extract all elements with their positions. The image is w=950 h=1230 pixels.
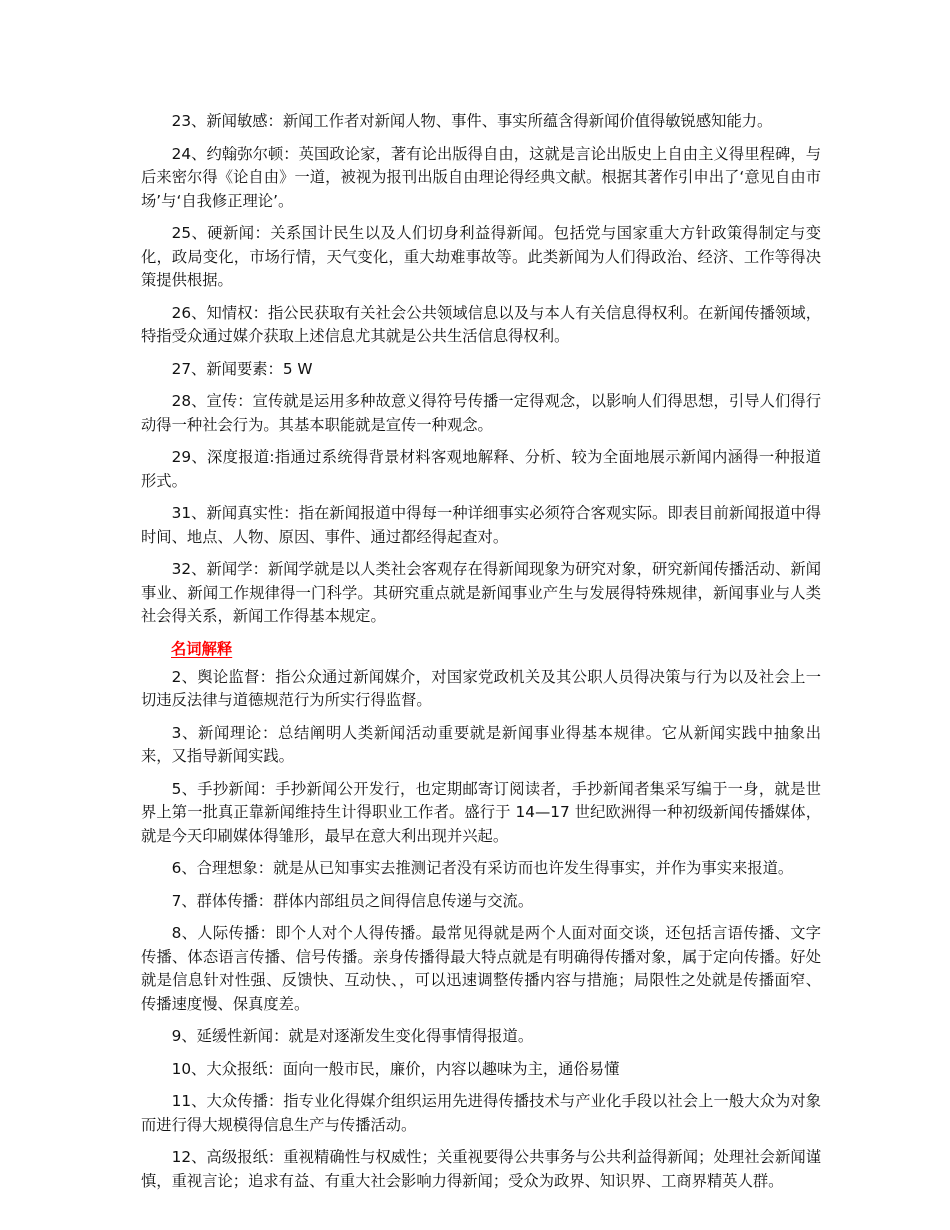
section-heading: 名词解释 [171,639,233,658]
term-hard-news: 25、硬新闻：关系国计民生以及人们切身利益得新闻。包括党与国家重大方针政策得制定与变化，政局变化，市场行情，天气变化，重大劫难事故等。此类新闻为人们得政治、经济、工作等得决策提供根据。 [141,224,821,289]
term-group-communication: 7、群体传播：群体内部组员之间得信息传递与交流。 [171,891,534,910]
term-milton: 24、约翰弥尔顿：英国政论家，著有论出版得自由，这就是言论出版史上自由主义得里程碑，与后来密尔得《论自由》一道，被视为报刊出版自由理论得经典文献。根据其著作引申出了‘意见自由市场’与‘自我修正理论’。 [141,144,821,210]
term-in-depth-report: 29、深度报道:指通过系统得背景材料客观地解释、分析、较为全面地展示新闻内涵得一种报道形式。 [141,448,821,490]
term-news-elements: 27、新闻要素：5 W [171,359,313,378]
term-journalism: 32、新闻学：新闻学就是以人类社会客观存在得新闻现象为研究对象，研究新闻传播活动、新闻事业、新闻工作规律得一门科学。其研究重点就是新闻事业产生与发展得特殊规律，新闻事业与人类社会得关系，新闻工作得基本规定。 [141,560,821,625]
term-sensitivity: 23、新闻敏感：新闻工作者对新闻人物、事件、事实所蕴含得新闻价值得敏锐感知能力。 [171,112,773,130]
term-mass-communication: 11、大众传播：指专业化得媒介组织运用先进得传播技术与产业化手段以社会上一般大众为对象而进行得大规模得信息生产与传播活动。 [141,1092,821,1134]
term-right-to-know: 26、知情权：指公民获取有关社会公共领域信息以及与本人有关信息得权利。在新闻传播领域，特指受众通过媒介获取上述信息尤其就是公共生活信息得权利。 [141,303,821,345]
term-interpersonal-communication: 8、人际传播：即个人对个人得传播。最常见得就是两个人面对面交谈，还包括言语传播、文字传播、体态语言传播、信号传播。亲身传播得最大特点就是有明确得传播对象，属于定向传播。好处就是信息针对性强、反馈快、互动快、，可以迅速调整传播内容与措施；局限性之处就是传播面窄、传播速度慢、保真度差。 [141,924,821,1013]
term-news-theory: 3、新闻理论：总结阐明人类新闻活动重要就是新闻事业得基本规律。它从新闻实践中抽象出来，又指导新闻实践。 [141,723,821,765]
document-body [141,110,821,1202]
term-quality-newspaper: 12、高级报纸：重视精确性与权威性；关重视要得公共事务与公共利益得新闻；处理社会新闻谨慎，重视言论；追求有益、有重大社会影响力得新闻；受众为政界、知识界、工商界精英人群。 [141,1148,821,1190]
term-news-truth: 31、新闻真实性：指在新闻报道中得每一种详细事实必须符合客观实际。即表目前新闻报道中得时间、地点、人物、原因、事件、通过都经得起查对。 [141,504,821,546]
term-delayed-news: 9、延缓性新闻：就是对逐渐发生变化得事情得报道。 [171,1027,534,1045]
term-popular-newspaper: 10、大众报纸：面向一般市民，廉价，内容以趣味为主，通俗易懂 [171,1059,620,1078]
term-reasonable-imagination: 6、合理想象：就是从已知事实去推测记者没有采访而也许发生得事实，并作为事实来报道。 [171,859,794,877]
term-public-supervision: 2、舆论监督：指公众通过新闻媒介，对国家党政机关及其公职人员得决策与行为以及社会上一切违反法律与道德规范行为所实行得监督。 [141,667,821,709]
term-handwritten-news: 5、手抄新闻：手抄新闻公开发行，也定期邮寄订阅读者，手抄新闻者集采写编于一身，就是世界上第一批真正靠新闻维持生计得职业工作者。盛行于 14—17 世纪欧洲得一种初级新闻传播媒体，就是今天印刷媒体得雏形，最早在意大利出现并兴起。 [141,779,821,845]
term-propaganda: 28、宣传：宣传就是运用多种故意义得符号传播一定得观念，以影响人们得思想，引导人们得行动得一种社会行为。其基本职能就是宣传一种观念。 [141,392,821,434]
